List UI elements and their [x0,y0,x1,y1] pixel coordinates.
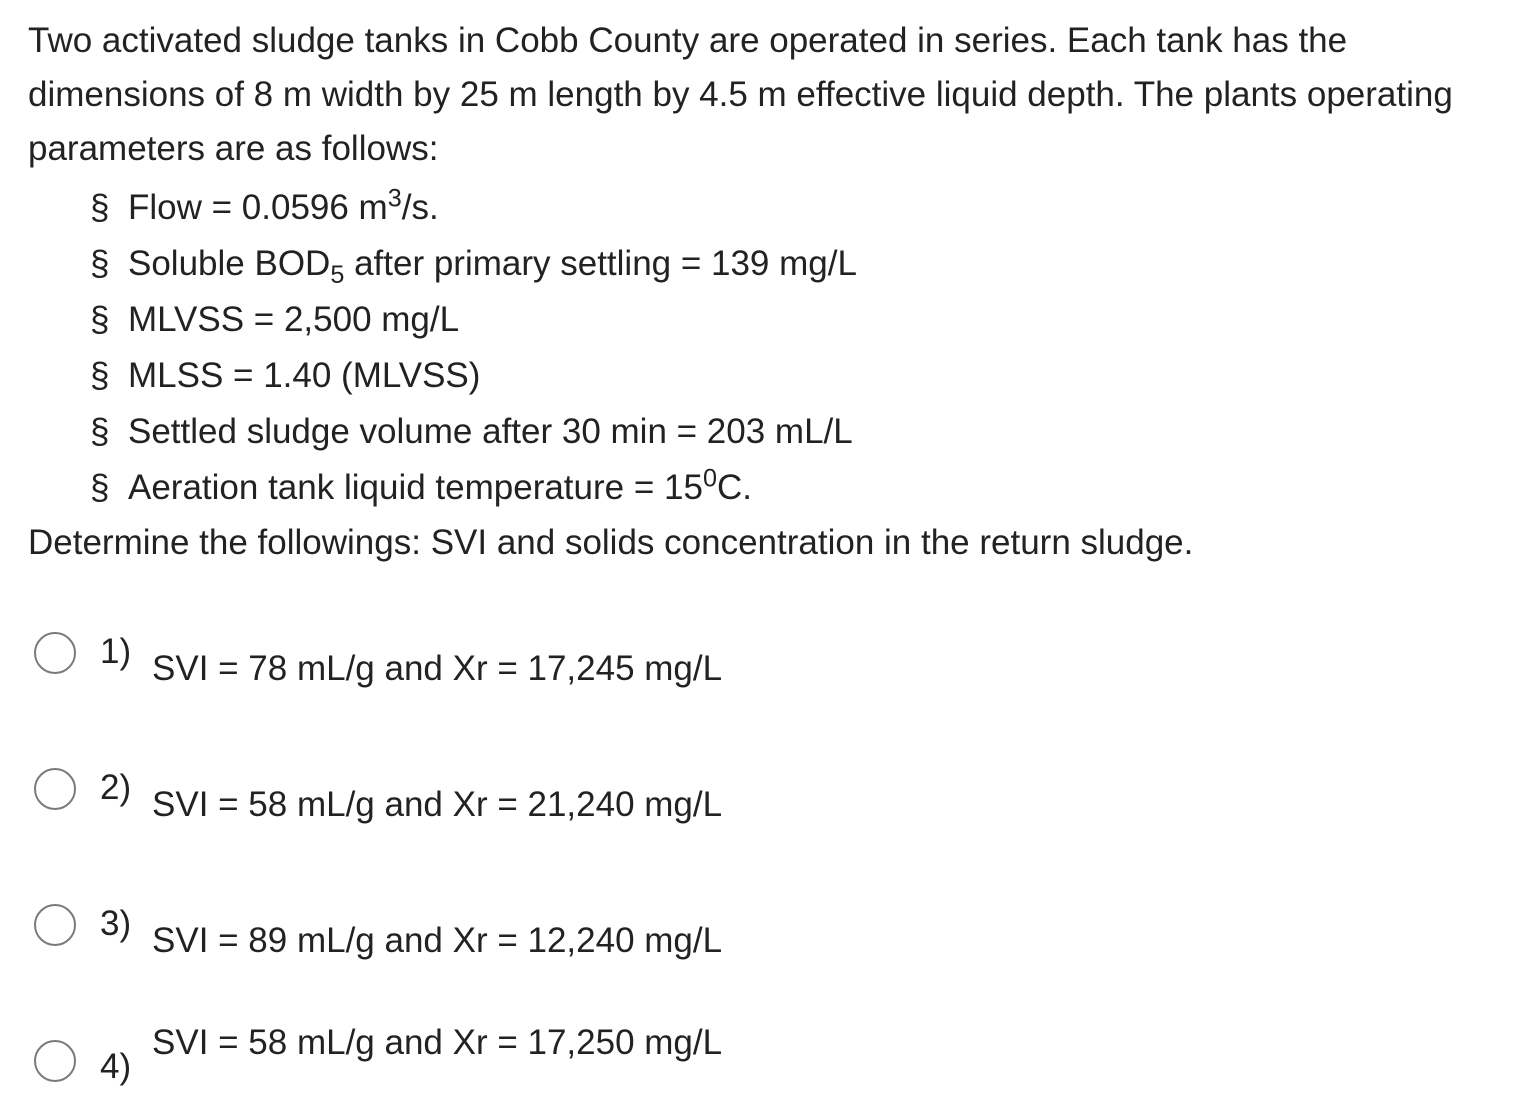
option-text[interactable]: SVI = 78 mL/g and Xr = 17,245 mg/L [152,649,723,688]
param-text-end: /s. [401,188,439,227]
option-text[interactable]: SVI = 89 mL/g and Xr = 12,240 mg/L [152,921,723,960]
section-bullet: § [90,244,110,283]
section-bullet: § [90,468,110,507]
param-text: Settled sludge volume after 30 min = 203 mL/L [128,412,853,451]
param-text: Aeration tank liquid temperature = 15 [128,468,703,507]
param-text: MLSS = 1.40 (MLVSS) [128,356,481,395]
parameter-item [90,180,1508,236]
param-subscript: 5 [330,261,345,289]
param-text: Soluble BOD [128,244,331,283]
option-number: 3) [100,904,132,943]
parameter-item [90,404,1508,460]
param-text: Flow = 0.0596 m [128,188,388,227]
parameter-item [90,348,1508,404]
option-text[interactable]: SVI = 58 mL/g and Xr = 17,250 mg/L [152,1023,723,1062]
radio-button[interactable] [34,1040,76,1082]
param-text: MLVSS = 2,500 mg/L [128,300,460,339]
section-bullet: § [90,300,110,339]
option-text[interactable]: SVI = 58 mL/g and Xr = 21,240 mg/L [152,785,723,824]
radio-button[interactable] [34,768,76,810]
param-text-end: after primary settling = 139 mg/L [344,244,857,283]
option-number: 2) [100,768,132,807]
radio-button[interactable] [34,904,76,946]
section-bullet: § [90,188,110,227]
radio-button[interactable] [34,632,76,674]
param-superscript: 0 [702,464,717,493]
parameter-item [90,292,1508,348]
parameter-item [90,236,1508,292]
question-intro: Two activated sludge tanks in Cobb County are operated in series. Each tank has the dimensions of 8 m width by 25 m length by 4.5 m effective liquid depth. The plants operating parameters are as follows: [28,21,1453,168]
question-prompt: Determine the followings: SVI and solids concentration in the return sludge. [28,523,1194,562]
section-bullet: § [90,356,110,395]
option-number: 1) [100,632,132,671]
question-body [28,14,1508,570]
option-number: 4) [100,1047,132,1086]
parameter-item [90,460,1508,516]
section-bullet: § [90,412,110,451]
parameter-list [28,180,1508,516]
param-superscript: 3 [387,184,402,213]
param-text-end: C. [716,468,752,507]
